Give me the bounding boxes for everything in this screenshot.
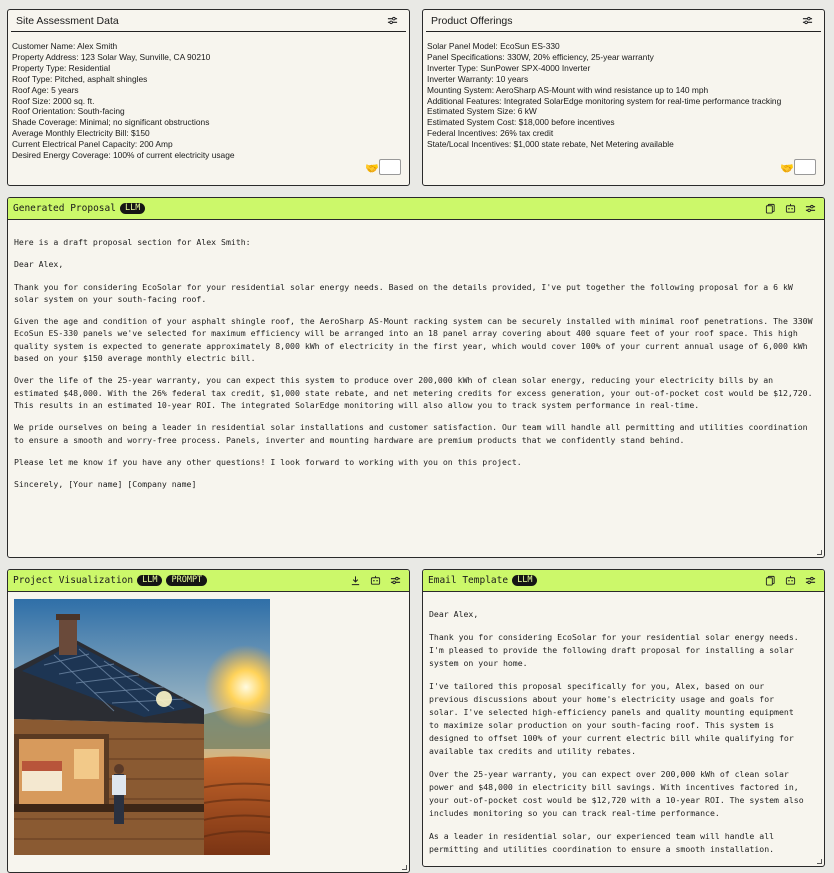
paragraph: We pride ourselves on being a leader in residential solar installations and customer satisfaction. Our team will handle all permitting and utilities coordination to ensure a smooth and worry-free process. Panels, inverter and mounting hardware are premium products that we confidently stand behind.	[14, 422, 808, 445]
generated-proposal-panel	[7, 197, 825, 558]
settings-sliders-icon[interactable]	[802, 15, 813, 26]
paragraph: Here is a draft proposal section for Alex Smith:	[14, 237, 251, 247]
product-offerings-panel	[422, 9, 825, 186]
email-scroll-area[interactable]	[423, 593, 824, 860]
resize-handle[interactable]	[402, 865, 407, 870]
list-item: Current Electrical Panel Capacity: 200 Amp	[12, 139, 173, 150]
paragraph: Over the 25-year warranty, you can expect over 200,000 kWh of clean solar power and $48,000 in electricity bill savings. With incentives factored in, your out-of-pocket cost would be $12,720 with a 10-year ROI. The system also includes monitoring so you can track real-time performance.	[429, 769, 804, 818]
paragraph: Dear Alex,	[14, 259, 64, 270]
toggle-switch[interactable]	[794, 159, 816, 175]
llm-badge: LLM	[137, 575, 162, 586]
list-item: Property Type: Residential	[12, 62, 111, 73]
list-item: Federal Incentives: 26% tax credit	[427, 128, 554, 139]
list-item: Shade Coverage: Minimal; no significant obstructions	[12, 117, 210, 128]
list-item: Desired Energy Coverage: 100% of current electricity usage	[12, 150, 235, 161]
resize-handle[interactable]	[817, 859, 822, 864]
handshake-icon: 🤝	[780, 163, 794, 175]
email-text	[429, 608, 808, 860]
list-item: Estimated System Cost: $18,000 before incentives	[427, 117, 615, 128]
list-item: Property Address: 123 Solar Way, Sunville, CA 90210	[12, 51, 211, 62]
email-template-header	[423, 570, 824, 592]
settings-sliders-icon[interactable]	[387, 15, 398, 26]
robot-icon[interactable]	[785, 203, 796, 214]
list-item: Roof Type: Pitched, asphalt shingles	[12, 73, 148, 84]
llm-badge: LLM	[512, 575, 537, 586]
site-assessment-header	[11, 10, 406, 32]
list-item: State/Local Incentives: $1,000 state rebate, Net Metering available	[427, 139, 674, 150]
paragraph: Thank you for considering EcoSolar for your residential solar energy needs. I'm pleased to provide the following draft proposal for installing a solar system on your home.	[429, 632, 799, 668]
generated-proposal-header	[8, 198, 824, 220]
list-item: Estimated System Size: 6 kW	[427, 106, 537, 117]
project-visualization-panel	[7, 569, 410, 873]
product-offerings-list	[427, 41, 818, 150]
list-item: Additional Features: Integrated SolarEdge monitoring system for real-time performance tracking	[427, 95, 782, 106]
list-item: Customer Name: Alex Smith	[12, 41, 118, 51]
copy-icon[interactable]	[765, 203, 776, 214]
list-item: Panel Specifications: 330W, 20% efficiency, 25-year warranty	[427, 51, 654, 62]
paragraph: Given the age and condition of your asphalt shingle roof, the AeroSharp AS-Mount racking system can be securely installed with minimal roof penetrations. The 330W EcoSun ES-330 panels we've selected for maximum efficiency will be arranged into an 18 panel array covering about 400 square feet of your roof space. This high quality system is expected to generate approximately 8,000 kWh of electricity in the first year, which would cover 100% of your current annual usage of 6,000 kWh based on your $150 average monthly electric bill.	[14, 316, 813, 364]
list-item: Inverter Warranty: 10 years	[427, 73, 529, 84]
solar-house-image	[14, 599, 270, 855]
robot-icon[interactable]	[370, 575, 381, 586]
panel-title: Email Template	[428, 575, 509, 586]
paragraph: I've tailored this proposal specifically for you, Alex, based on our previous discussions about your home's electricity usage and goals for solar. I've selected high-efficiency panels and quality mounting equipment to maximize solar production on your south-facing roof. This system is designed to offset 100% of your current electric bill while qualifying for available tax credits and utility rebates.	[429, 681, 794, 756]
product-offerings-header	[426, 10, 821, 32]
panel-title: Generated Proposal	[13, 203, 116, 214]
download-icon[interactable]	[350, 575, 361, 586]
paragraph: Please let me know if you have any other questions! I look forward to working with you on this project.	[14, 456, 522, 467]
paragraph: Sincerely, [Your name] [Company name]	[14, 479, 197, 490]
list-item: Solar Panel Model: EcoSun ES-330	[427, 41, 560, 51]
settings-sliders-icon[interactable]	[805, 203, 816, 214]
panel-title: Site Assessment Data	[16, 14, 119, 27]
list-item: Inverter Type: SunPower SPX-4000 Inverter	[427, 62, 591, 73]
copy-icon[interactable]	[765, 575, 776, 586]
paragraph: Over the life of the 25-year warranty, you can expect this system to produce over 200,000 kWh of clean solar energy, reducing your electricity bills by an estimated $48,000. With the 26% federal tax credit, $1,000 state rebate, and net metering credits for excess generation, your out-of-pocket cost would be $12,720. This results in an estimated 10-year ROI. The integrated SolarEdge monitoring will also allow you to track system performance in real-time.	[14, 375, 813, 410]
robot-icon[interactable]	[785, 575, 796, 586]
project-visualization-header	[8, 570, 409, 592]
list-item: Mounting System: AeroSharp AS-Mount with wind resistance up to 140 mph	[427, 84, 709, 95]
panel-title: Product Offerings	[431, 14, 513, 27]
resize-handle[interactable]	[817, 550, 822, 555]
toggle-switch[interactable]	[379, 159, 401, 175]
panel-title: Project Visualization	[13, 575, 134, 586]
handshake-icon: 🤝	[365, 163, 379, 175]
email-template-panel	[422, 569, 825, 867]
paragraph: As a leader in residential solar, our experienced team will handle all permitting and utilities coordination to ensure a smooth installation.	[429, 831, 775, 854]
settings-sliders-icon[interactable]	[805, 575, 816, 586]
proposal-text[interactable]	[14, 236, 818, 500]
site-assessment-panel	[7, 9, 410, 186]
paragraph: Thank you for considering EcoSolar for your residential solar energy needs. Based on the details provided, I've put together the following proposal for a 6 kW solar system on your south-facing roof.	[14, 281, 793, 304]
settings-sliders-icon[interactable]	[390, 575, 401, 586]
list-item: Roof Size: 2000 sq. ft.	[12, 95, 95, 106]
list-item: Roof Orientation: South-facing	[12, 106, 125, 117]
list-item: Roof Age: 5 years	[12, 84, 79, 95]
site-assessment-list	[12, 41, 403, 161]
prompt-badge: PROMPT	[166, 575, 207, 586]
paragraph: Dear Alex,	[429, 609, 479, 619]
list-item: Average Monthly Electricity Bill: $150	[12, 128, 150, 139]
llm-badge: LLM	[120, 203, 145, 214]
